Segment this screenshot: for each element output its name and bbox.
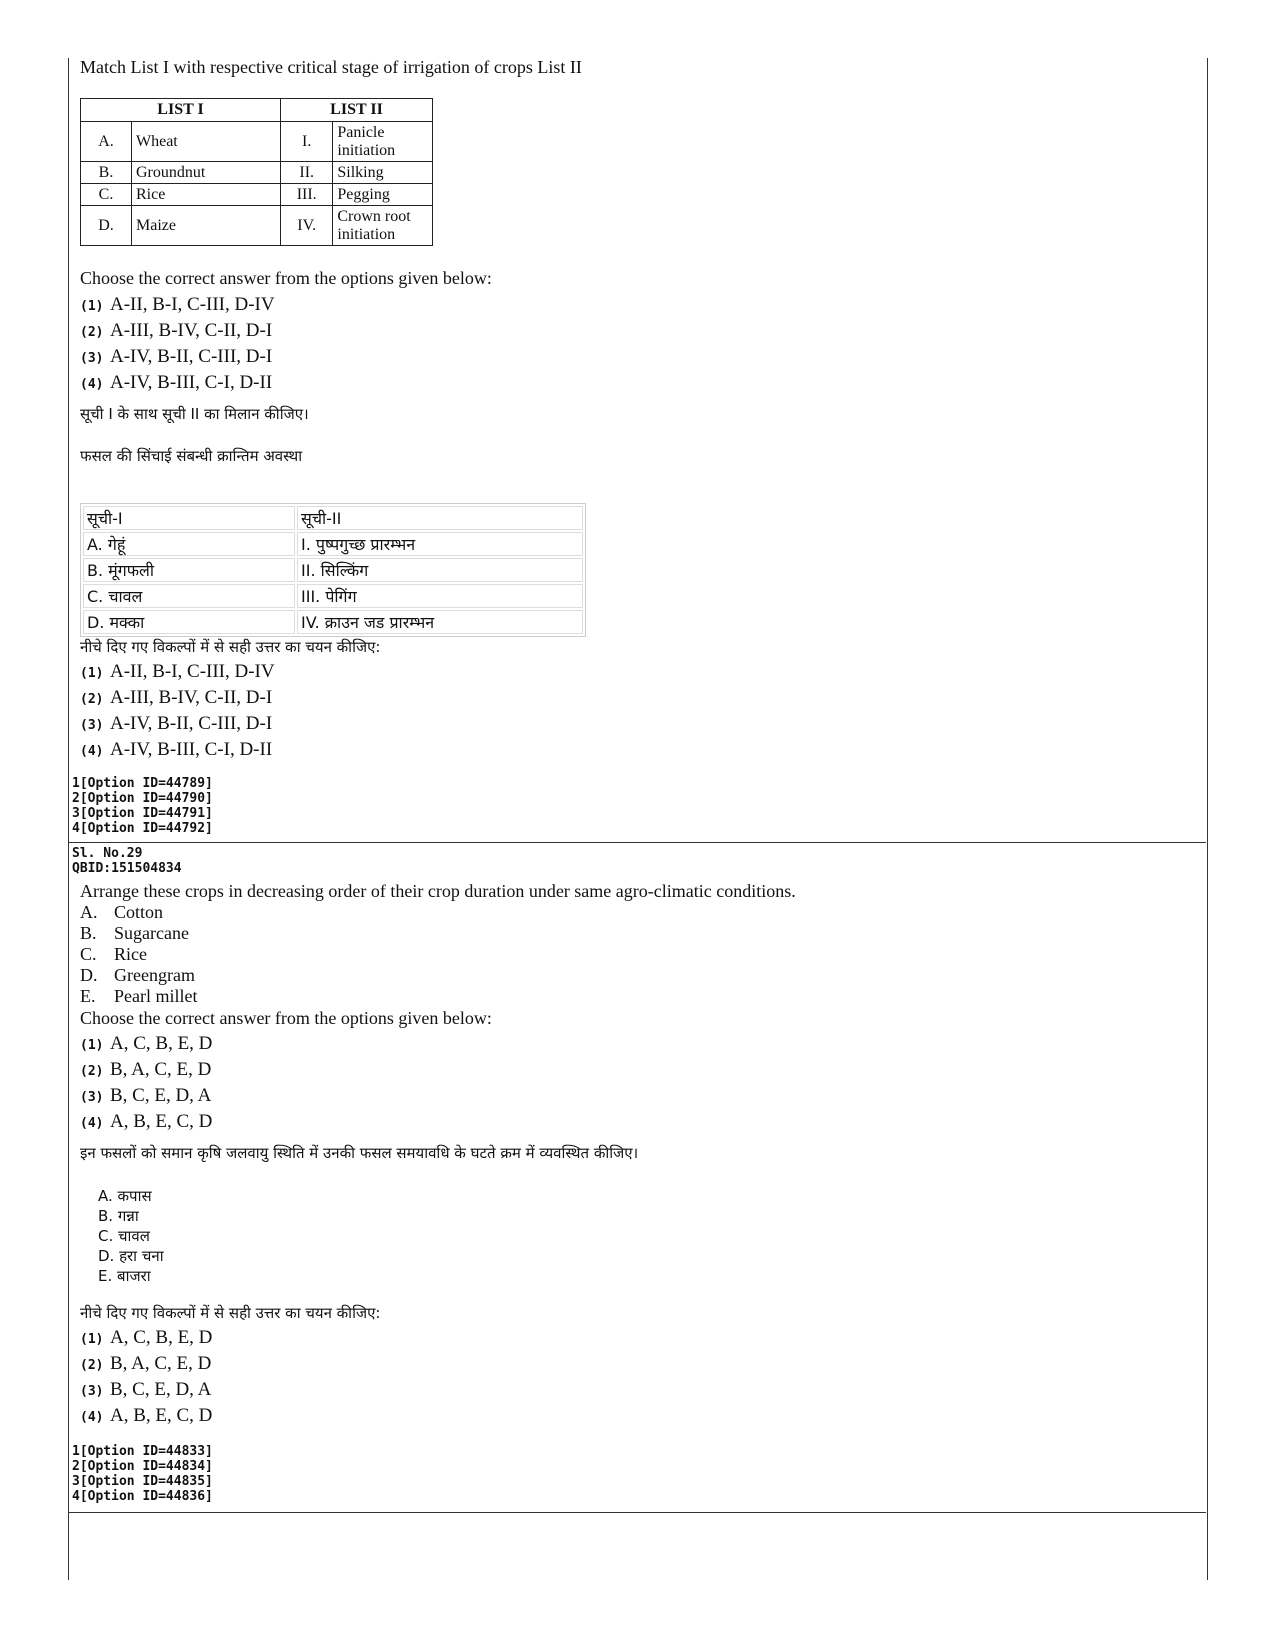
list-item: B. Sugarcane	[80, 923, 189, 943]
q28-hindi-option-2[interactable]: (2) A-III, B-IV, C-II, D-I	[80, 687, 273, 708]
q28-hindi-prompt: सूची I के साथ सूची II का मिलान कीजिए।	[80, 405, 309, 423]
q28-option-3[interactable]: (3) A-IV, B-II, C-III, D-I	[80, 346, 273, 367]
q29-items	[80, 902, 197, 1007]
q29-hindi-option-4[interactable]: (4) A, B, E, C, D	[80, 1405, 213, 1426]
qbid: QBID:151504834	[72, 861, 182, 876]
q29-choose-text: Choose the correct answer from the options given below:	[80, 1008, 492, 1028]
table-row: D. मक्का IV. क्राउन जड प्रारम्भन	[83, 610, 583, 634]
q28-hindi-choose: नीचे दिए गए विकल्पों में से सही उत्तर का चयन कीजिए:	[80, 638, 381, 656]
list-item: E. Pearl millet	[80, 986, 198, 1006]
list-item: E. बाजरा	[98, 1267, 151, 1285]
q28-hindi-table	[80, 503, 586, 637]
list-item: A. Cotton	[80, 902, 164, 922]
list1-header: LIST I	[81, 99, 281, 122]
q29-hindi-option-2[interactable]: (2) B, A, C, E, D	[80, 1353, 212, 1374]
q28-option-2[interactable]: (2) A-III, B-IV, C-II, D-I	[80, 320, 273, 341]
list2-header: LIST II	[281, 99, 433, 122]
q29-option-4[interactable]: (4) A, B, E, C, D	[80, 1111, 213, 1132]
list-item: C. Rice	[80, 944, 147, 964]
q29-option-1[interactable]: (1) A, C, B, E, D	[80, 1033, 213, 1054]
q29-hindi-option-3[interactable]: (3) B, C, E, D, A	[80, 1379, 212, 1400]
q28-hindi-subtitle: फसल की सिंचाई संबन्धी क्रान्तिम अवस्था	[80, 447, 303, 465]
q29-option-ids: 1[Option ID=44833] 2[Option ID=44834] 3[Option ID=44835] 4[Option ID=44836]	[72, 1444, 213, 1504]
list-item: B. गन्ना	[98, 1207, 139, 1225]
table-row: A. Wheat I. Panicle initiation	[81, 122, 433, 162]
question-divider	[68, 842, 1206, 843]
q28-hindi-option-3[interactable]: (3) A-IV, B-II, C-III, D-I	[80, 713, 273, 734]
table-row: B. मूंगफली II. सिल्किंग	[83, 558, 583, 582]
list-item: C. चावल	[98, 1227, 150, 1245]
q29-prompt: Arrange these crops in decreasing order of their crop duration under same agro-climatic conditions.	[80, 881, 796, 901]
q28-hindi-option-4[interactable]: (4) A-IV, B-III, C-I, D-II	[80, 739, 273, 760]
q29-hindi-choose: नीचे दिए गए विकल्पों में से सही उत्तर का चयन कीजिए:	[80, 1304, 381, 1322]
table-row: C. चावल III. पेगिंग	[83, 584, 583, 608]
q28-hindi-option-1[interactable]: (1) A-II, B-I, C-III, D-IV	[80, 661, 275, 682]
list-item: A. कपास	[98, 1187, 152, 1205]
table-row: B. Groundnut II. Silking	[81, 162, 433, 184]
q29-hindi-items	[98, 1186, 164, 1286]
table-row: C. Rice III. Pegging	[81, 184, 433, 206]
table-row: सूची-I सूची-II	[83, 506, 583, 530]
list-item: D. Greengram	[80, 965, 195, 985]
q28-match-table	[80, 98, 433, 246]
q29-header	[72, 846, 182, 876]
q28-option-4[interactable]: (4) A-IV, B-III, C-I, D-II	[80, 372, 273, 393]
list-item: D. हरा चना	[98, 1247, 164, 1265]
table-row: A. गेहूं I. पुष्पगुच्छ प्रारम्भन	[83, 532, 583, 556]
q29-hindi-prompt: इन फसलों को समान कृषि जलवायु स्थिति में उनकी फसल समयावधि के घटते क्रम में व्यवस्थित कीजिए।	[80, 1144, 639, 1162]
q28-choose-text: Choose the correct answer from the options given below:	[80, 268, 492, 288]
serial-number: Sl. No.29	[72, 846, 143, 861]
q28-prompt: Match List I with respective critical stage of irrigation of crops List II	[80, 57, 582, 77]
q28-option-1[interactable]: (1) A-II, B-I, C-III, D-IV	[80, 294, 275, 315]
question-divider	[68, 1512, 1206, 1513]
q29-hindi-option-1[interactable]: (1) A, C, B, E, D	[80, 1327, 213, 1348]
q29-option-3[interactable]: (3) B, C, E, D, A	[80, 1085, 212, 1106]
q28-option-ids: 1[Option ID=44789] 2[Option ID=44790] 3[Option ID=44791] 4[Option ID=44792]	[72, 776, 213, 836]
q29-option-2[interactable]: (2) B, A, C, E, D	[80, 1059, 212, 1080]
table-row: D. Maize IV. Crown root initiation	[81, 206, 433, 246]
